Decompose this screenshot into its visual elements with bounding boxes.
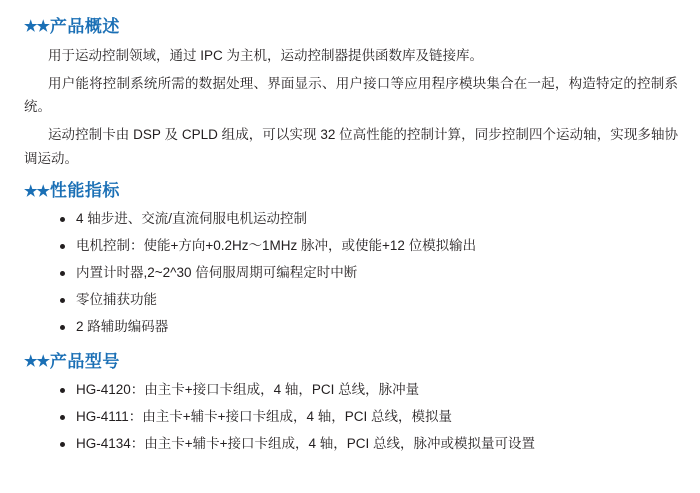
- section-heading-overview: [24, 16, 682, 38]
- list-item: 电机控制：使能+方向+0.2Hz～1MHz 脉冲，或使能+12 位模拟输出: [18, 233, 682, 260]
- list-item: 4 轴步进、交流/直流伺服电机运动控制: [18, 206, 682, 233]
- paragraph: 运动控制卡由 DSP 及 CPLD 组成，可以实现 32 位高性能的控制计算，同步控制四个运动轴，实现多轴协调运动。: [24, 126, 678, 166]
- star-decoration-icon: ★★: [24, 182, 49, 200]
- section-heading-performance: [24, 180, 682, 202]
- paragraph: 用于运动控制领域，通过 IPC 为主机，运动控制器提供函数库及链接库。: [48, 48, 484, 64]
- performance-list: [18, 206, 682, 341]
- list-item: HG-4111：由主卡+辅卡+接口卡组成，4 轴，PCI 总线，模拟量: [18, 404, 682, 431]
- list-item: 内置计时器,2~2^30 倍伺服周期可编程定时中断: [18, 260, 682, 287]
- paragraph: 用户能将控制系统所需的数据处理、界面显示、用户接口等应用程序模块集合在一起，构造特定的控制系统。: [24, 75, 678, 115]
- section-heading-models: [24, 351, 682, 373]
- list-item: HG-4134：由主卡+辅卡+接口卡组成，4 轴，PCI 总线，脉冲或模拟量可设置: [18, 431, 682, 458]
- section-title-models: 产品型号: [49, 351, 120, 371]
- section-performance: [18, 180, 682, 341]
- section-title-overview: 产品概述: [49, 17, 120, 36]
- star-decoration-icon: ★★: [24, 353, 49, 371]
- section-title-performance: 性能指标: [49, 181, 120, 201]
- section-overview: [18, 16, 682, 170]
- list-item: 零位捕获功能: [18, 287, 682, 314]
- star-decoration-icon: ★★: [24, 18, 49, 36]
- list-item: HG-4120：由主卡+接口卡组成，4 轴，PCI 总线，脉冲量: [18, 377, 682, 404]
- section-models: [18, 351, 682, 458]
- list-item: 2 路辅助编码器: [18, 314, 682, 341]
- models-list: [18, 377, 682, 458]
